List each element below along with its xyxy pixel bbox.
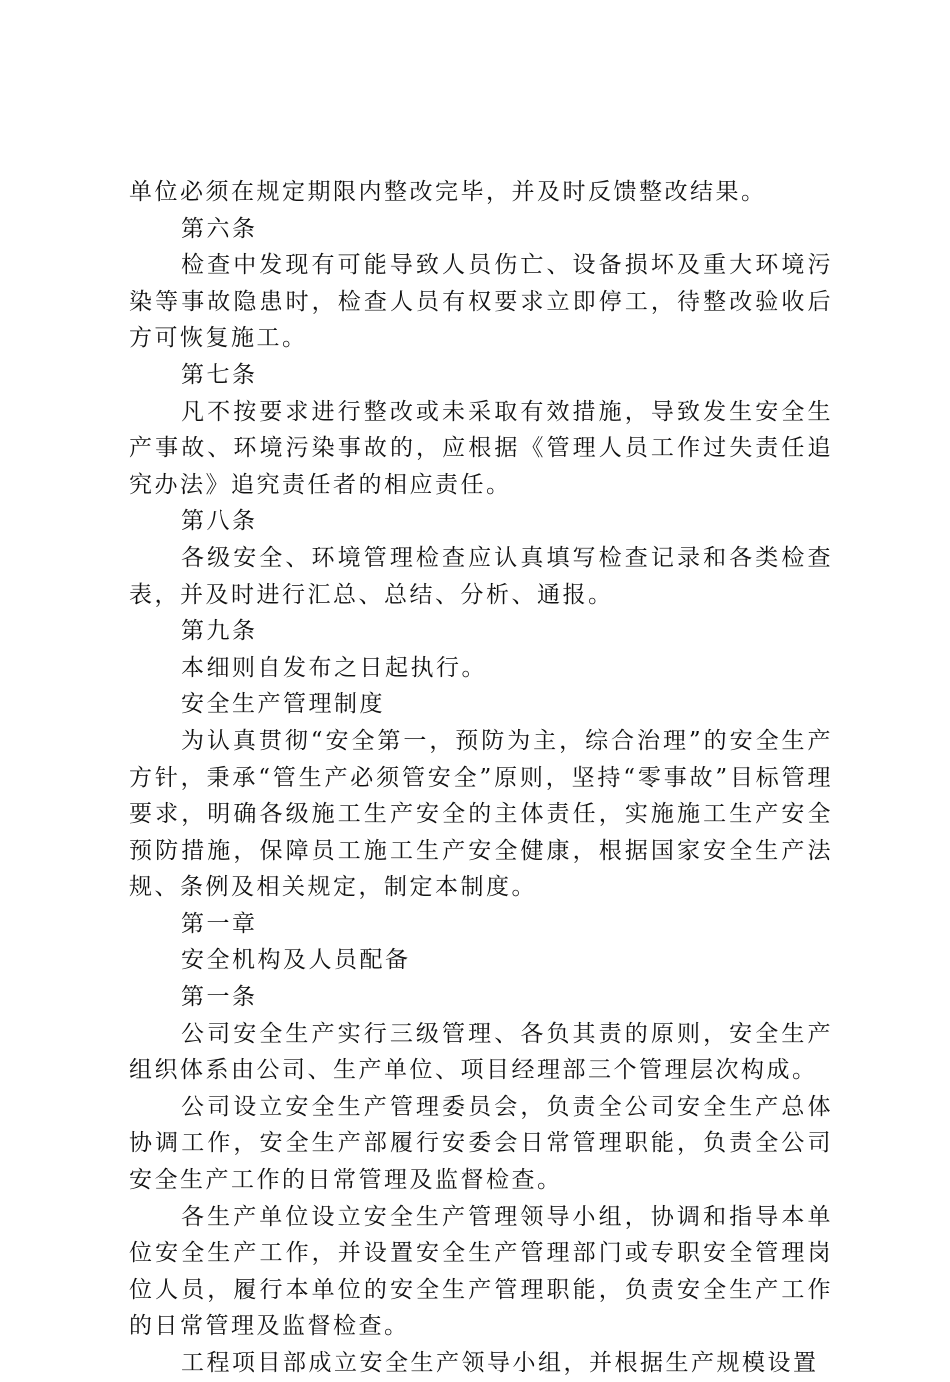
paragraph: 单位必须在规定期限内整改完毕，并及时反馈整改结果。 xyxy=(129,179,767,205)
paragraph: 本细则自发布之日起执行。 xyxy=(181,654,487,681)
document-body xyxy=(129,174,833,1382)
article-heading: 第一条 xyxy=(181,984,258,1011)
paragraph: 公司设立安全生产管理委员会，负责全公司安全生产总体协调工作，安全生产部履行安委会日常管理职能，负责全公司安全生产工作的日常管理及监督检查。 xyxy=(129,1093,833,1194)
paragraph: 检查中发现有可能导致人员伤亡、设备损坏及重大环境污染等事故隐患时，检查人员有权要求立即停工，待整改验收后方可恢复施工。 xyxy=(129,252,833,352)
paragraph: 凡不按要求进行整改或未采取有效措施，导致发生安全生产事故、环境污染事故的，应根据《管理人员工作过失责任追究办法》追究责任者的相应责任。 xyxy=(129,398,833,498)
article-heading: 第七条 xyxy=(181,361,258,388)
section-title: 安全生产管理制度 xyxy=(181,691,385,718)
paragraph: 各级安全、环境管理检查应认真填写检查记录和各类检查表，并及时进行汇总、总结、分析、通报。 xyxy=(129,544,833,608)
chapter-title: 安全机构及人员配备 xyxy=(181,947,411,974)
article-heading: 第八条 xyxy=(181,508,258,535)
paragraph: 各生产单位设立安全生产管理领导小组，协调和指导本单位安全生产工作，并设置安全生产管理部门或专职安全管理岗位人员，履行本单位的安全生产管理职能，负责安全生产工作的日常管理及监督检查。 xyxy=(129,1203,833,1340)
article-heading: 第六条 xyxy=(181,215,258,242)
chapter-heading: 第一章 xyxy=(181,910,258,937)
paragraph: 公司安全生产实行三级管理、各负其责的原则，安全生产组织体系由公司、生产单位、项目经理部三个管理层次构成。 xyxy=(129,1020,833,1084)
paragraph: 为认真贯彻“安全第一，预防为主，综合治理”的安全生产方针，秉承“管生产必须管安全”原则，坚持“零事故”目标管理要求，明确各级施工生产安全的主体责任，实施施工生产安全预防措施，保障员工施工生产安全健康，根据国家安全生产法规、条例及相关规定，制定本制度。 xyxy=(129,727,833,901)
article-heading: 第九条 xyxy=(181,618,258,645)
paragraph: 工程项目部成立安全生产领导小组，并根据生产规模设置 xyxy=(181,1350,819,1376)
